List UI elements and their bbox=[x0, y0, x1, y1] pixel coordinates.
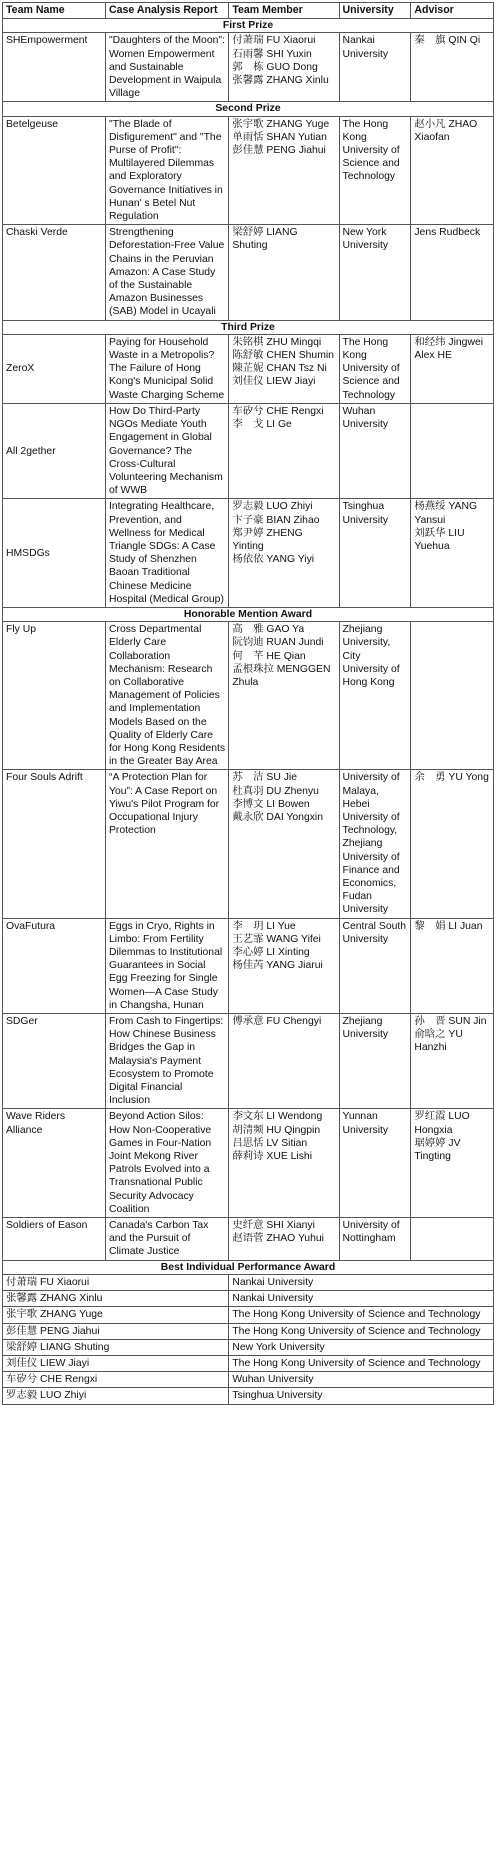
team-member: 朱铭棋 ZHU Mingqi bbox=[232, 336, 322, 348]
university: Zhejiang University bbox=[339, 1014, 411, 1109]
section-row bbox=[3, 19, 494, 33]
best-university: The Hong Kong University of Science and Technology bbox=[229, 1323, 494, 1339]
team-name: ZeroX bbox=[3, 334, 106, 403]
case-report: How Do Third-Party NGOs Mediate Youth Engagement in Global Governance? The Cross-Cultural Volunteering Mechanism of WWB bbox=[105, 403, 228, 498]
team-member: 单雨恬 SHAN Yutian bbox=[232, 131, 327, 143]
team-members bbox=[229, 116, 339, 225]
table-row bbox=[3, 334, 494, 403]
case-report: From Cash to Fingertips: How Chinese Business Bridges the Gap in Malaysia's Payment Ecosystem to Promote Digital Financial Inclusion bbox=[105, 1014, 228, 1109]
university: Tsinghua University bbox=[339, 499, 411, 608]
case-report: Cross Departmental Elderly Care Collaboration Mechanism: Research on Collaborative Management of Policies and Implementation Models Based on the Quality of Elderly Care for Hong Kong Residents in the Greater Bay Area bbox=[105, 622, 228, 770]
section-title: Second Prize bbox=[3, 102, 494, 116]
university: University of Malaya, Hebei University of Technology, Zhejiang University of Finance and Economics, Fudan University bbox=[339, 770, 411, 918]
advisors bbox=[411, 622, 494, 770]
university: Zhejiang University, City University of Hong Kong bbox=[339, 622, 411, 770]
best-row bbox=[3, 1274, 494, 1290]
best-name: 车矽兮 CHE Rengxi bbox=[3, 1372, 229, 1388]
team-member: 李 玥 LI Yue bbox=[232, 920, 296, 932]
team-member: 梁舒婷 LIANG Shuting bbox=[232, 227, 298, 252]
advisor: Jens Rudbeck bbox=[414, 227, 481, 239]
advisor: 秦 旗 QIN Qi bbox=[414, 35, 481, 47]
team-member: 吕思恬 LV Sitian bbox=[232, 1137, 308, 1149]
advisors bbox=[411, 1218, 494, 1261]
university: Yunnan University bbox=[339, 1109, 411, 1218]
table-row bbox=[3, 116, 494, 225]
best-row bbox=[3, 1323, 494, 1339]
team-member: 石雨馨 SHI Yuxin bbox=[232, 48, 312, 60]
advisors bbox=[411, 499, 494, 608]
best-name: 刘佳仪 LIEW Jiayi bbox=[3, 1355, 229, 1371]
team-name: SHEmpowerment bbox=[3, 33, 106, 102]
advisors bbox=[411, 1014, 494, 1109]
advisor: 杨燕绥 YANG Yansui bbox=[414, 501, 478, 526]
case-report: Beyond Action Silos: How Non-Cooperative Games in Four-Nation Joint Mekong River Patrols Evolved into a Transnational Public Security Advocacy Coalition bbox=[105, 1109, 228, 1218]
best-name: 梁舒婷 LIANG Shuting bbox=[3, 1339, 229, 1355]
team-member: 付萧瑞 FU Xiaorui bbox=[232, 35, 316, 47]
team-member: 李 戈 LI Ge bbox=[232, 419, 292, 431]
table-row bbox=[3, 918, 494, 1013]
team-name: Four Souls Adrift bbox=[3, 770, 106, 918]
best-university: New York University bbox=[229, 1339, 494, 1355]
best-name: 张宇歌 ZHANG Yuge bbox=[3, 1307, 229, 1323]
advisors bbox=[411, 403, 494, 498]
team-members bbox=[229, 33, 339, 102]
case-report: Canada's Carbon Tax and the Pursuit of Climate Justice bbox=[105, 1218, 228, 1261]
best-row bbox=[3, 1372, 494, 1388]
team-members bbox=[229, 499, 339, 608]
team-member: 郑尹婷 ZHENG Yinting bbox=[232, 527, 303, 552]
team-member: 戴永欣 DAI Yongxin bbox=[232, 811, 324, 823]
team-name: All 2gether bbox=[3, 403, 106, 498]
case-report: Strengthening Deforestation-Free Value Chains in the Peruvian Amazon: A Case Study of the Sustainable Amazon Businesses (SAB) Model in Ucayali bbox=[105, 225, 228, 320]
team-member: 陈舒敏 CHEN Shumin bbox=[232, 350, 334, 362]
team-member: 薛莉诗 XUE Lishi bbox=[232, 1151, 313, 1163]
best-row bbox=[3, 1307, 494, 1323]
team-member: 孟根珠拉 MENGGEN Zhula bbox=[232, 663, 331, 688]
table-row bbox=[3, 1218, 494, 1261]
team-member: 李心婷 LI Xinting bbox=[232, 947, 310, 959]
table-row bbox=[3, 33, 494, 102]
best-row bbox=[3, 1388, 494, 1404]
advisor: 余 勇 YU Yong bbox=[414, 772, 489, 784]
section-title: Honorable Mention Award bbox=[3, 607, 494, 621]
team-member: 杨佳芮 YANG Jiarui bbox=[232, 960, 323, 972]
team-members bbox=[229, 770, 339, 918]
team-member: 阮钧迪 RUAN Jundi bbox=[232, 637, 324, 649]
team-members bbox=[229, 1014, 339, 1109]
header-row bbox=[3, 3, 494, 19]
section-row bbox=[3, 607, 494, 621]
team-name: Betelgeuse bbox=[3, 116, 106, 225]
team-member: 卞子豪 BIAN Zihao bbox=[232, 514, 320, 526]
team-member: 郭 栋 GUO Dong bbox=[232, 61, 318, 73]
best-name: 付萧瑞 FU Xiaorui bbox=[3, 1274, 229, 1290]
header-case-report: Case Analysis Report bbox=[105, 3, 228, 19]
header-team-name: Team Name bbox=[3, 3, 106, 19]
case-report: “A Protection Plan for You”: A Case Report on Yiwu's Pilot Program for Occupational Injury Protection bbox=[105, 770, 228, 918]
table-row bbox=[3, 1109, 494, 1218]
advisors bbox=[411, 116, 494, 225]
team-members bbox=[229, 918, 339, 1013]
team-member: 车矽兮 CHE Rengxi bbox=[232, 405, 324, 417]
team-member: 苏 洁 SU Jie bbox=[232, 772, 297, 784]
best-row bbox=[3, 1339, 494, 1355]
table-row bbox=[3, 403, 494, 498]
section-row bbox=[3, 320, 494, 334]
team-member: 张馨露 ZHANG Xinlu bbox=[232, 75, 329, 87]
case-report: "The Blade of Disfigurement" and "The Purse of Profit": Multilayered Dilemmas and Exploratory Governance Initiatives in Hunan' s Betel Nut Regulation bbox=[105, 116, 228, 225]
team-member: 杜真羽 DU Zhenyu bbox=[232, 785, 319, 797]
header-university: University bbox=[339, 3, 411, 19]
awards-table bbox=[2, 2, 494, 1405]
team-member: 李文东 LI Wendong bbox=[232, 1111, 323, 1123]
case-report: Eggs in Cryo, Rights in Limbo: From Fertility Dilemmas to Institutional Guarantees in Social Egg Freezing for Single Women—A Case Study in Changsha, Hunan bbox=[105, 918, 228, 1013]
team-members bbox=[229, 334, 339, 403]
team-member: 何 芊 HE Qian bbox=[232, 650, 306, 662]
advisor: 罗红霞 LUO Hongxia bbox=[414, 1111, 470, 1136]
best-name: 罗志毅 LUO Zhiyi bbox=[3, 1388, 229, 1404]
best-university: Nankai University bbox=[229, 1274, 494, 1290]
team-name: OvaFutura bbox=[3, 918, 106, 1013]
best-university: Nankai University bbox=[229, 1291, 494, 1307]
team-name: Wave Riders Alliance bbox=[3, 1109, 106, 1218]
header-team-member: Team Member bbox=[229, 3, 339, 19]
advisors bbox=[411, 1109, 494, 1218]
university: The Hong Kong University of Science and Technology bbox=[339, 334, 411, 403]
case-report: Integrating Healthcare, Prevention, and Wellness for Medical Triangle SDGs: A Case Study of Shenzhen Baoan Traditional Chinese Medicine Hospital (Medical Group) bbox=[105, 499, 228, 608]
section-title: Third Prize bbox=[3, 320, 494, 334]
university: Wuhan University bbox=[339, 403, 411, 498]
team-members bbox=[229, 622, 339, 770]
advisors bbox=[411, 334, 494, 403]
advisor: 黎 娟 LI Juan bbox=[414, 920, 483, 932]
team-member: 杨依依 YANG Yiyi bbox=[232, 554, 315, 566]
team-member: 胡清频 HU Qingpin bbox=[232, 1124, 321, 1136]
table-row bbox=[3, 622, 494, 770]
team-member: 彭佳慧 PENG Jiahui bbox=[232, 145, 326, 157]
advisors bbox=[411, 770, 494, 918]
advisor: 琚婷婷 JV Tingting bbox=[414, 1137, 461, 1163]
team-member: 李博文 LI Bowen bbox=[232, 798, 310, 810]
team-member: 傅承意 FU Chengyi bbox=[232, 1016, 322, 1028]
case-report: "Daughters of the Moon": Women Empowerment and Sustainable Development in Waipula Village bbox=[105, 33, 228, 102]
advisor: 和经纬 Jingwei Alex HE bbox=[414, 336, 484, 362]
advisors bbox=[411, 225, 494, 320]
team-members bbox=[229, 1218, 339, 1261]
best-university: The Hong Kong University of Science and Technology bbox=[229, 1355, 494, 1371]
team-members bbox=[229, 403, 339, 498]
table-row bbox=[3, 499, 494, 608]
advisor: 俞晗之 YU Hanzhi bbox=[414, 1029, 463, 1054]
university: New York University bbox=[339, 225, 411, 320]
best-row bbox=[3, 1355, 494, 1371]
team-member: 史纤意 SHI Xianyi bbox=[232, 1220, 315, 1232]
team-members bbox=[229, 225, 339, 320]
team-member: 王艺霏 WANG Yifei bbox=[232, 933, 321, 945]
best-name: 张馨露 ZHANG Xinlu bbox=[3, 1291, 229, 1307]
advisor: 赵小凡 ZHAO Xiaofan bbox=[414, 118, 478, 143]
header-advisor: Advisor bbox=[411, 3, 494, 19]
section-row bbox=[3, 102, 494, 116]
best-university: Tsinghua University bbox=[229, 1388, 494, 1404]
awards-body bbox=[3, 19, 494, 1404]
team-members bbox=[229, 1109, 339, 1218]
university: The Hong Kong University of Science and Technology bbox=[339, 116, 411, 225]
table-row bbox=[3, 225, 494, 320]
case-report: Paying for Household Waste in a Metropolis? The Failure of Hong Kong's Municipal Solid Waste Charging Scheme bbox=[105, 334, 228, 403]
section-title: Best Individual Performance Award bbox=[3, 1260, 494, 1274]
table-row bbox=[3, 1014, 494, 1109]
team-member: 罗志毅 LUO Zhiyi bbox=[232, 501, 313, 513]
team-name: Chaski Verde bbox=[3, 225, 106, 320]
best-university: Wuhan University bbox=[229, 1372, 494, 1388]
team-name: SDGer bbox=[3, 1014, 106, 1109]
best-name: 彭佳慧 PENG Jiahui bbox=[3, 1323, 229, 1339]
team-member: 赵语菅 ZHAO Yuhui bbox=[232, 1233, 324, 1245]
team-member: 陳芷妮 CHAN Tsz Ni bbox=[232, 363, 327, 375]
university: University of Nottingham bbox=[339, 1218, 411, 1261]
university: Central South University bbox=[339, 918, 411, 1013]
best-university: The Hong Kong University of Science and Technology bbox=[229, 1307, 494, 1323]
team-name: Soldiers of Eason bbox=[3, 1218, 106, 1261]
team-member: 刘佳仪 LIEW Jiayi bbox=[232, 376, 316, 388]
team-member: 高 雅 GAO Ya bbox=[232, 624, 305, 636]
advisor: 刘跃华 LIU Yuehua bbox=[414, 527, 465, 552]
team-name: HMSDGs bbox=[3, 499, 106, 608]
advisors bbox=[411, 33, 494, 102]
best-row bbox=[3, 1291, 494, 1307]
university: Nankai University bbox=[339, 33, 411, 102]
advisor: 孙 晋 SUN Jin bbox=[414, 1016, 487, 1028]
table-row bbox=[3, 770, 494, 918]
section-title: First Prize bbox=[3, 19, 494, 33]
team-member: 张宇歌 ZHANG Yuge bbox=[232, 118, 330, 130]
team-name: Fly Up bbox=[3, 622, 106, 770]
section-row bbox=[3, 1260, 494, 1274]
advisors bbox=[411, 918, 494, 1013]
